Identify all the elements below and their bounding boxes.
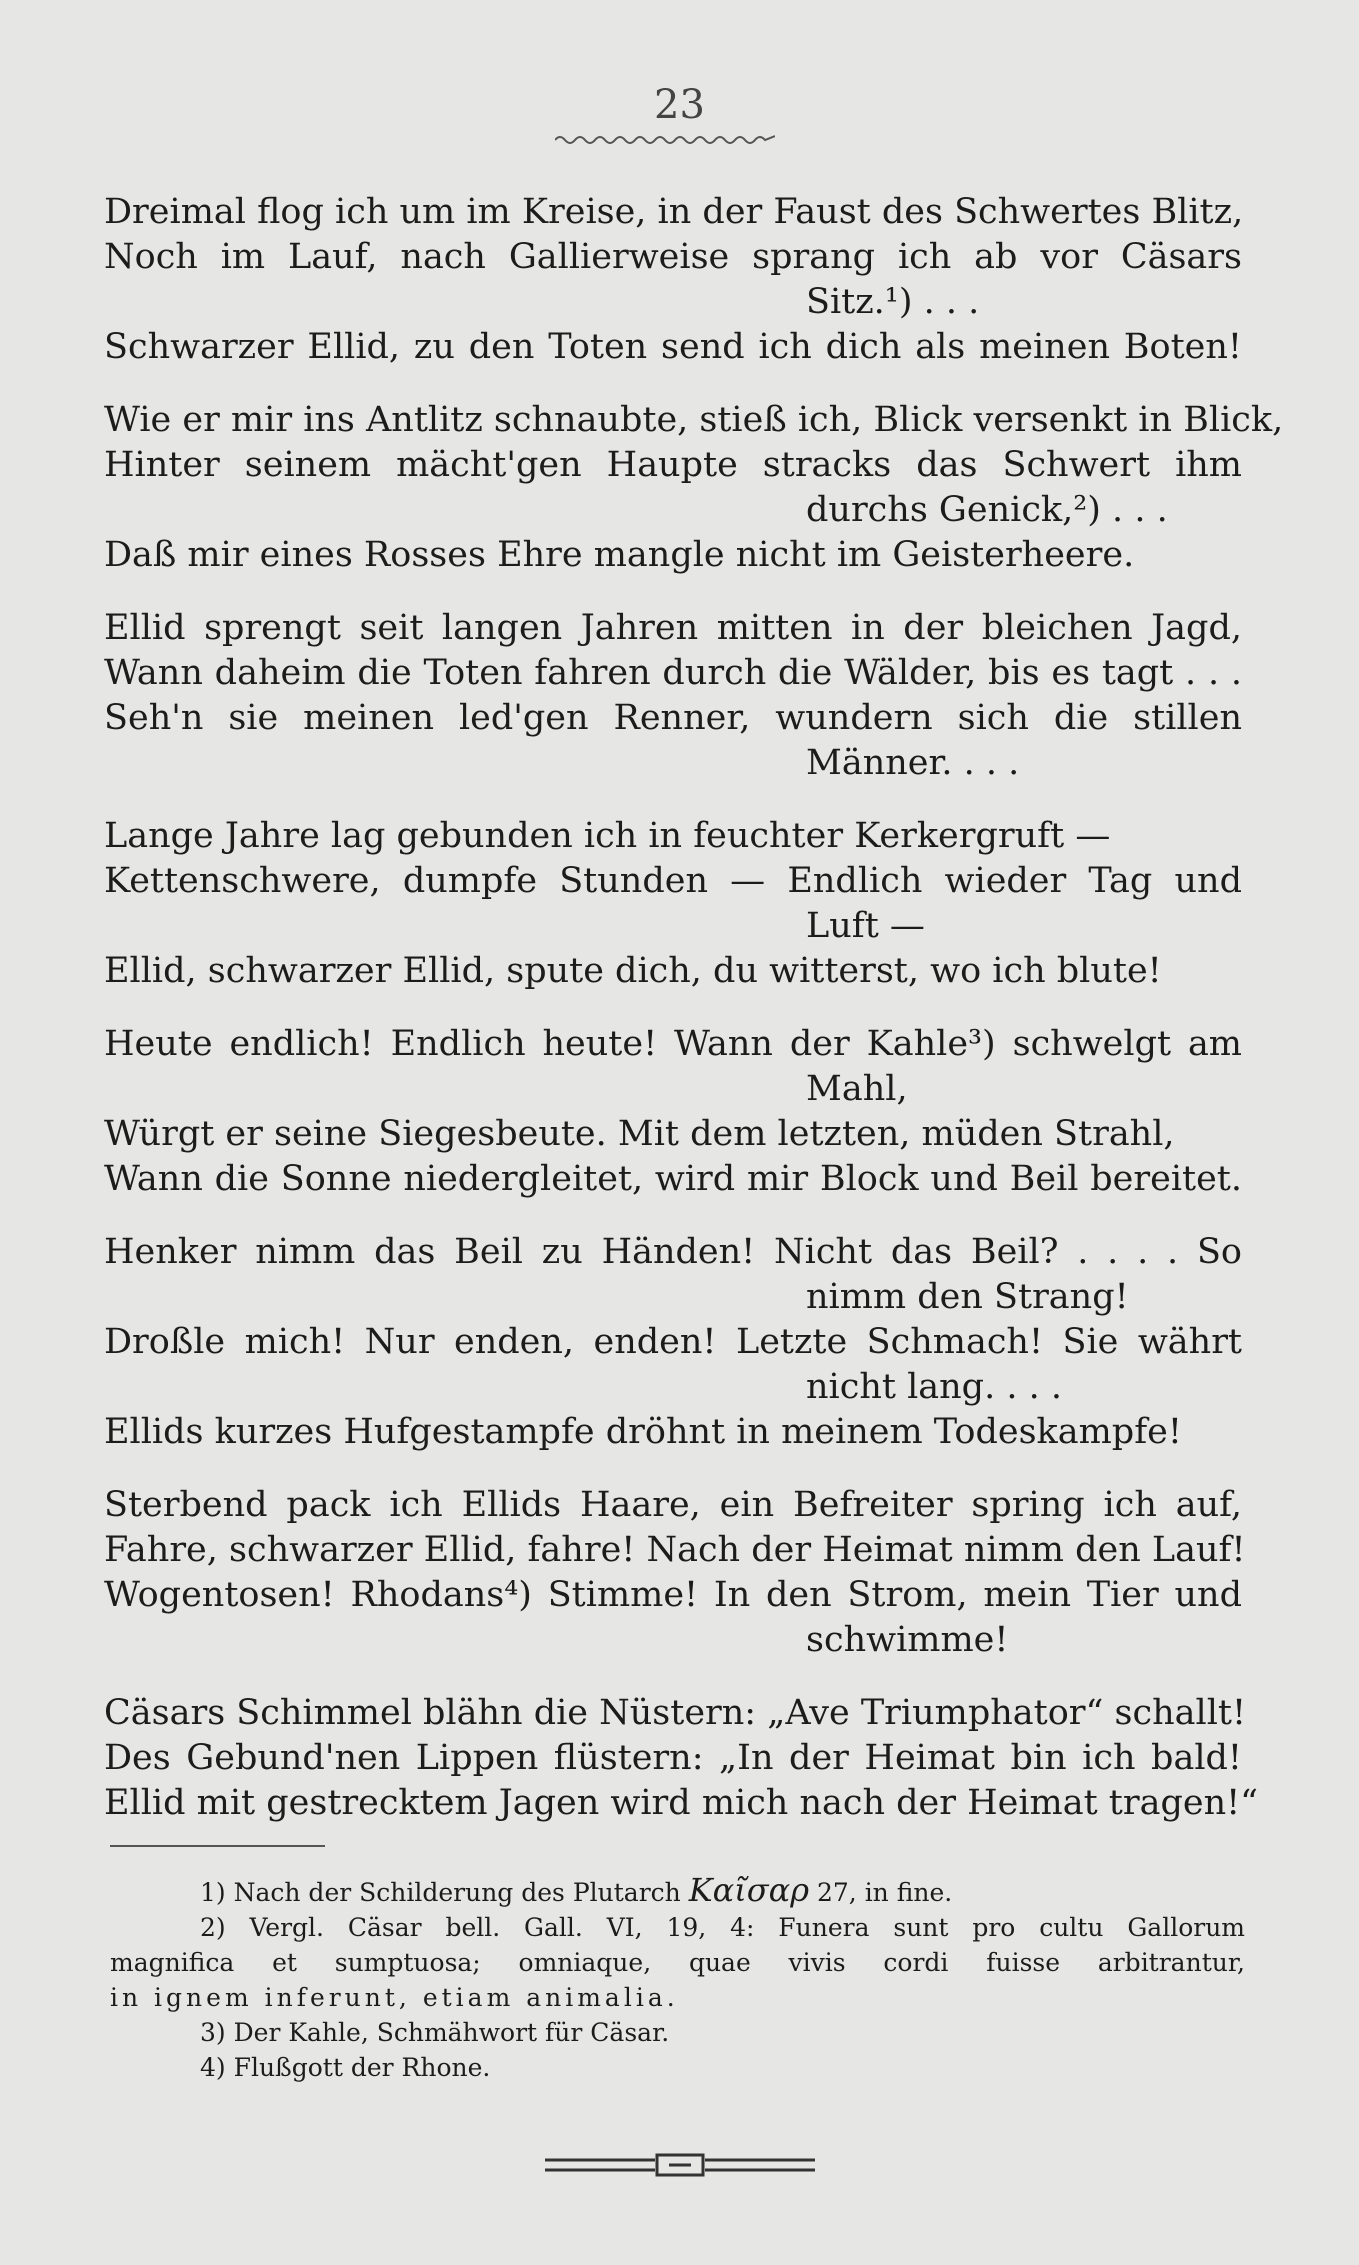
footnote-1-text: 1) Nach der Schilderung des Plutarch <box>200 1878 681 1907</box>
poem-line-continuation: Mahl, <box>806 1069 908 1109</box>
footnote-2-line-3: in ignem inferunt, etiam animalia. <box>110 1983 679 2012</box>
end-ornament-icon <box>545 2152 815 2178</box>
stanza <box>104 606 1242 786</box>
poem-line-continuation: Männer. . . . <box>806 743 1020 783</box>
poem-line: Ellid mit gestrecktem Jagen wird mich nach der Heimat tragen!“ <box>104 1783 1259 1823</box>
poem-line-continuation: nicht lang. . . . <box>806 1367 1062 1407</box>
footnotes <box>110 1873 1245 2085</box>
poem-line: Ellid sprengt seit langen Jahren mitten in der bleichen Jagd, <box>104 608 1242 648</box>
poem <box>104 190 1284 1854</box>
poem-line: Kettenschwere, dumpfe Stunden — Endlich wieder Tag und <box>104 861 1242 901</box>
poem-line-continuation: Luft — <box>806 906 925 946</box>
poem-line: Heute endlich! Endlich heute! Wann der Kahle³) schwelgt am <box>104 1024 1242 1064</box>
poem-line: Sterbend pack ich Ellids Haare, ein Befreiter spring ich auf, <box>104 1485 1242 1525</box>
poem-line: Schwarzer Ellid, zu den Toten send ich dich als meinen Boten! <box>104 327 1242 367</box>
poem-line: Henker nimm das Beil zu Händen! Nicht das Beil? . . . . So <box>104 1232 1242 1272</box>
footnote-2-line-2: magnifica et sumptuosa; omniaque, quae vivis cordi fuisse arbitrantur, <box>110 1948 1245 1977</box>
page-number: 23 <box>654 82 705 128</box>
poem-line: Seh'n sie meinen led'gen Renner, wundern sich die stillen <box>104 698 1242 738</box>
poem-line: Cäsars Schimmel blähn die Nüstern: „Ave Triumphator“ schallt! <box>104 1693 1247 1733</box>
poem-line-continuation: schwimme! <box>806 1620 1009 1660</box>
poem-line: Ellid, schwarzer Ellid, spute dich, du witterst, wo ich blute! <box>104 951 1162 991</box>
poem-line: Wann daheim die Toten fahren durch die Wälder, bis es tagt . . . <box>104 653 1242 693</box>
poem-line: Des Gebund'nen Lippen flüstern: „In der Heimat bin ich bald! <box>104 1738 1242 1778</box>
poem-line: Wann die Sonne niedergleitet, wird mir Block und Beil bereitet. <box>104 1159 1242 1199</box>
poem-line: Noch im Lauf, nach Gallierweise sprang ich ab vor Cäsars <box>104 237 1242 277</box>
poem-line: Droßle mich! Nur enden, enden! Letzte Schmach! Sie währt <box>104 1322 1242 1362</box>
footnote-3: 3) Der Kahle, Schmähwort für Cäsar. <box>200 2018 670 2047</box>
poem-line: Würgt er seine Siegesbeute. Mit dem letzten, müden Strahl, <box>104 1114 1175 1154</box>
stanza <box>104 1691 1259 1826</box>
stanza <box>104 190 1242 370</box>
footnote-1 <box>110 1873 1245 1910</box>
poem-line-continuation: nimm den Strang! <box>806 1277 1129 1317</box>
poem-line: Daß mir eines Rosses Ehre mangle nicht im Geisterheere. <box>104 535 1135 575</box>
poem-line: Hinter seinem mächt'gen Haupte stracks das Schwert ihm <box>104 445 1242 485</box>
footnote-1-tail: 27, in fine. <box>816 1878 953 1907</box>
stanza <box>104 1483 1246 1663</box>
footnote-1-greek: Καῖσαρ <box>688 1871 810 1909</box>
poem-line: Lange Jahre lag gebunden ich in feuchter Kerkergruft — <box>104 816 1111 856</box>
stanza <box>104 398 1284 578</box>
poem-line: Wie er mir ins Antlitz schnaubte, stieß ich, Blick versenkt in Blick, <box>104 400 1284 440</box>
footnote-rule <box>110 1845 325 1847</box>
poem-line: Fahre, schwarzer Ellid, fahre! Nach der Heimat nimm den Lauf! <box>104 1530 1246 1570</box>
poem-line: Dreimal flog ich um im Kreise, in der Faust des Schwertes Blitz, <box>104 192 1244 232</box>
poem-line-continuation: durchs Genick,²) . . . <box>806 490 1168 530</box>
stanza <box>104 1230 1242 1455</box>
stanza <box>104 1022 1242 1202</box>
footnote-4: 4) Flußgott der Rhone. <box>200 2053 491 2082</box>
stanza <box>104 814 1242 994</box>
poem-line: Ellids kurzes Hufgestampfe dröhnt in meinem Todeskampfe! <box>104 1412 1182 1452</box>
poem-line: Wogentosen! Rhodans⁴) Stimme! In den Strom, mein Tier und <box>104 1575 1242 1615</box>
footnote-2-line-1: 2) Vergl. Cäsar bell. Gall. VI, 19, 4: Funera sunt pro cultu Gallorum <box>200 1913 1245 1942</box>
poem-line-continuation: Sitz.¹) . . . <box>806 282 980 322</box>
wavy-ornament-icon <box>555 128 775 148</box>
